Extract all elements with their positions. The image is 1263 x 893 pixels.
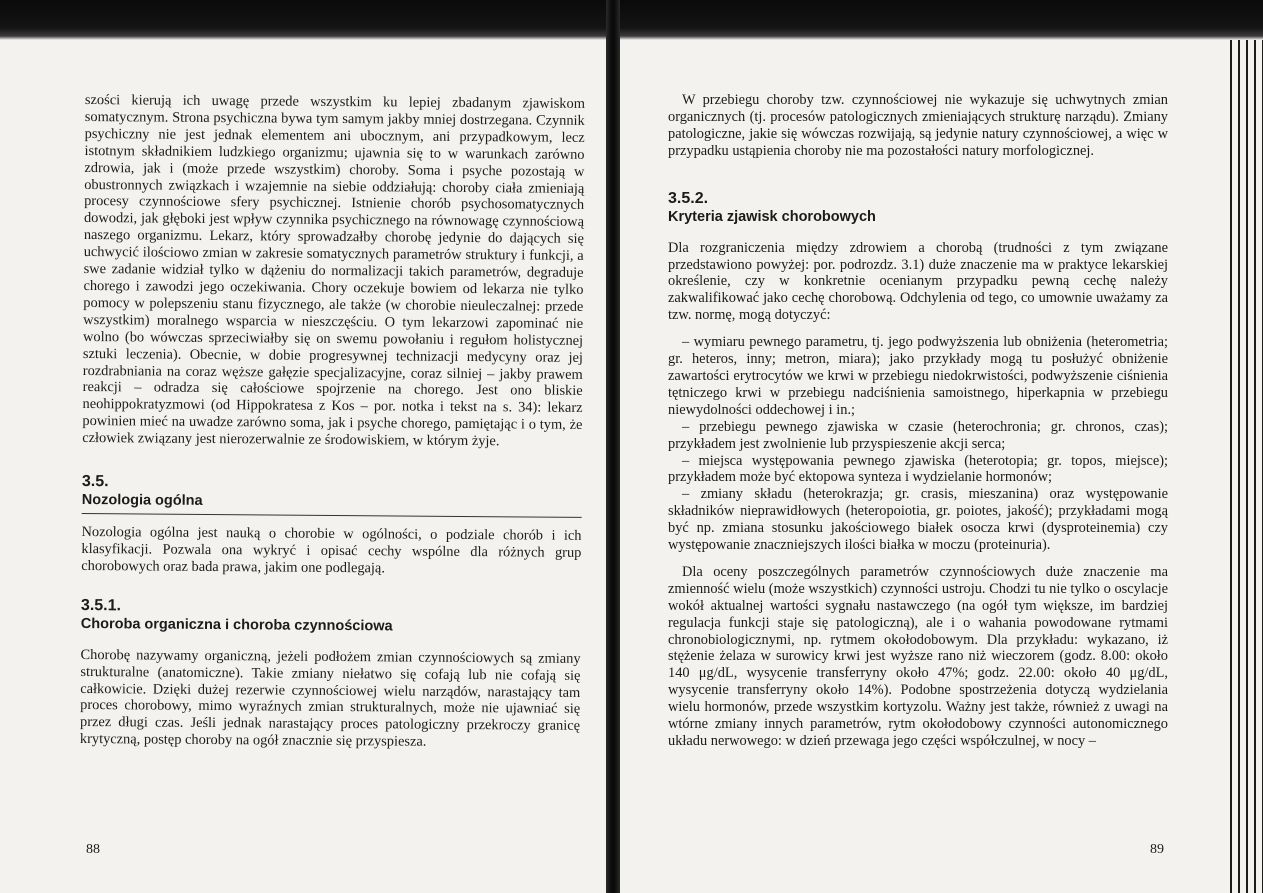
list-item: – przebiegu pewnego zjawiska w czasie (heterochronia; gr. chronos, czas); przykładem jest zwolnienie lub przyspieszenie akcji serca; (668, 418, 1168, 452)
book-spine (606, 0, 620, 893)
page-number-left: 88 (86, 842, 100, 857)
scan-top-shadow (0, 0, 1263, 40)
section-3-5-title: Nozologia ogólna (81, 492, 203, 509)
left-page (80, 92, 585, 752)
right-paragraph-3: Dla oceny poszczególnych parametrów czynnościowych duże znaczenie ma zmienność wielu (może wszystkich) czynności ustroju. Chodzi tu nie tylko o oscylacje wokół aktualnej wartości sygnału nastawczego (na ogół tym większe, im bardziej regulacja funkcji staje się patologiczną), ale i o wahania powodowane rytmami chronobiologicznymi, np. rytmem okołodobowym. Dla przykładu: wykazano, iż stężenie żelaza w surowicy krwi jest wyższe rano niż wieczorem (godz. 8.00: około 140 μg/dL, wysycenie transferryny około 47%; godz. 22.00: około 40 μg/dL, wysycenie transferryny około 14%). Podobne spostrzeżenia dotyczą wydzielania wielu hormonów, przede wszystkim kortyzolu. Ważny jest także, również z uwagi na wtórne zmiany innych parametrów, rytm okołodobowy czynności autonomicznego układu nerwowego: w dzień przewaga jego części współczulnej, w nocy – (668, 563, 1168, 749)
left-paragraph-2: Nozologia ogólna jest nauką o chorobie w ogólności, o podziale chorób i ich klasyfikacji. Pozwala ona wykryć i opisać cechy wspólne dla różnych grup chorobowych oraz bada prawa, jakim one podlegają. (81, 524, 582, 577)
list-item: – zmiany składu (heterokrazja; gr. crasis, mieszanina) oraz występowanie składników nieprawidłowych (heteropoiotia, gr. poiotes, jakość); przykładami mogą być np. zmiana stosunku jakościowego białek osocza krwi (dysproteinemia) czy występowanie znaczniejszych ilości białka w moczu (proteinuria). (668, 486, 1168, 554)
right-paragraph-1: W przebiegu choroby tzw. czynnościowej nie wykazuje się uchwytnych zmian organicznych (tj. procesów patologicznych zmieniających strukturę narządu). Zmiany patologiczne, jakie się wówczas rozwijają, są jedynie natury czynnościowej, a więc w przypadku ustąpienia choroby nie ma pozostałości natury morfologicznej. (668, 92, 1168, 159)
page-number-right: 89 (1150, 842, 1164, 857)
section-3-5-2-title: Kryteria zjawisk chorobowych (668, 208, 876, 225)
left-paragraph-3: Chorobę nazywamy organiczną, jeżeli podłożem zmian czynnościowych są zmiany strukturalne (anatomiczne). Takie zmiany niełatwo się cofają lub nie cofają się całkowicie. Dzięki dużej rezerwie czynnościowej wielu narządów, narastający tam proces chorobowy, mimo wyraźnych zmian strukturalnych, może nie ujawniać się przez długi czas. Jeśli jednak narastający proces patologiczny przekroczy granicę krytyczną, postęp choroby na ogół znacznie się przyspiesza. (79, 646, 581, 750)
left-paragraph-1: szości kierują ich uwagę przede wszystkim ku lepiej zbadanym zjawiskom somatycznym. Strona psychiczna bywa tym samym jakby mniej dostrzegana. Czynnik psychiczny nie jest jednak elementem ani ubocznym, ani przypadkowym, lecz istotnym składnikiem ludzkiego organizmu; ujawnia się to w warunkach zarówno zdrowia, jak i (może przede wszystkim) choroby. Soma i psyche pozostają w obustronnych związkach i wzajemnie na siebie oddziałują: choroby ciała zmieniają procesy czynnościowe sfery psychicznej. Istnienie chorób psychosomatycznych dowodzi, jak głęboki jest wpływ czynnika psychicznego na równowagę czynnościową naszego organizmu. Lekarz, który sprowadzałby chorobę jedynie do dających się uchwycić ilościowo zmian w zakresie somatycznych parametrów struktury i funkcji, a swe zadanie widział tylko w dążeniu do normalizacji takich parametrów, degraduje chorego i zawodzi jego oczekiwania. Chory oczekuje bowiem od lekarza nie tylko pomocy w polepszeniu stanu fizycznego, ale także (w chorobie nieuleczalnej: przede wszystkim) moralnego wsparcia w nieszczęściu. O tym lekarzowi zapominać nie wolno (bo wówczas sprzeciwiałby się on swemu powołaniu i regułom holistycznej sztuki leczenia). Obecnie, w dobie progresywnej technizacji medycyny oraz jej rozdrabniania na coraz węższe gałęzie specjalizacyjne, coraz silniej – jakby prawem reakcji – odradza się całościowe spojrzenie na chorego. Jest ono bliskie neohippokratyzmowi (od Hippokratesa z Kos – por. notka i tekst na s. 34): lekarz powinien mieć na uwadze zarówno soma, jak i psyche chorego, pamiętając i o tym, że człowiek związany jest nierozerwalnie ze środowiskiem, w którym żyje. (82, 92, 585, 450)
section-3-5-1-number: 3.5.1. (80, 596, 122, 615)
list-item: – wymiaru pewnego parametru, tj. jego podwyższenia lub obniżenia (heterometria; gr. heteros, inny; metron, miara); jako przykłady mogą tu posłużyć obniżenie zawartości erytrocytów we krwi w przebiegu niedokrwistości, podwyższenie ciśnienia tętniczego krwi w przebiegu nadciśnienia samoistnego, hiperkapnia w przebiegu niewydolności oddechowej i in.; (668, 334, 1168, 418)
list-item: – miejsca występowania pewnego zjawiska (heterotopia; gr. topos, miejsce); przykładem może być ektopowa synteza i wydzielanie hormonów; (668, 452, 1168, 486)
section-3-5-1-title: Choroba organiczna i choroba czynnościowa (80, 615, 393, 635)
section-3-5-number: 3.5. (81, 473, 109, 491)
page-edges (1227, 40, 1263, 893)
section-3-5-2-number: 3.5.2. (668, 189, 709, 207)
right-page (668, 92, 1168, 750)
right-paragraph-2: Dla rozgraniczenia między zdrowiem a chorobą (trudności z tym związane przedstawiono powyżej: por. podrozdz. 3.1) duże znaczenie ma w praktyce lekarskiej określenie, czy w konkretnie ocenianym przypadku pewną cechę należy zakwalifikować jako cechę chorobową. Odchylenia od tego, co umownie uważamy za tzw. normę, mogą dotyczyć: (668, 239, 1168, 324)
